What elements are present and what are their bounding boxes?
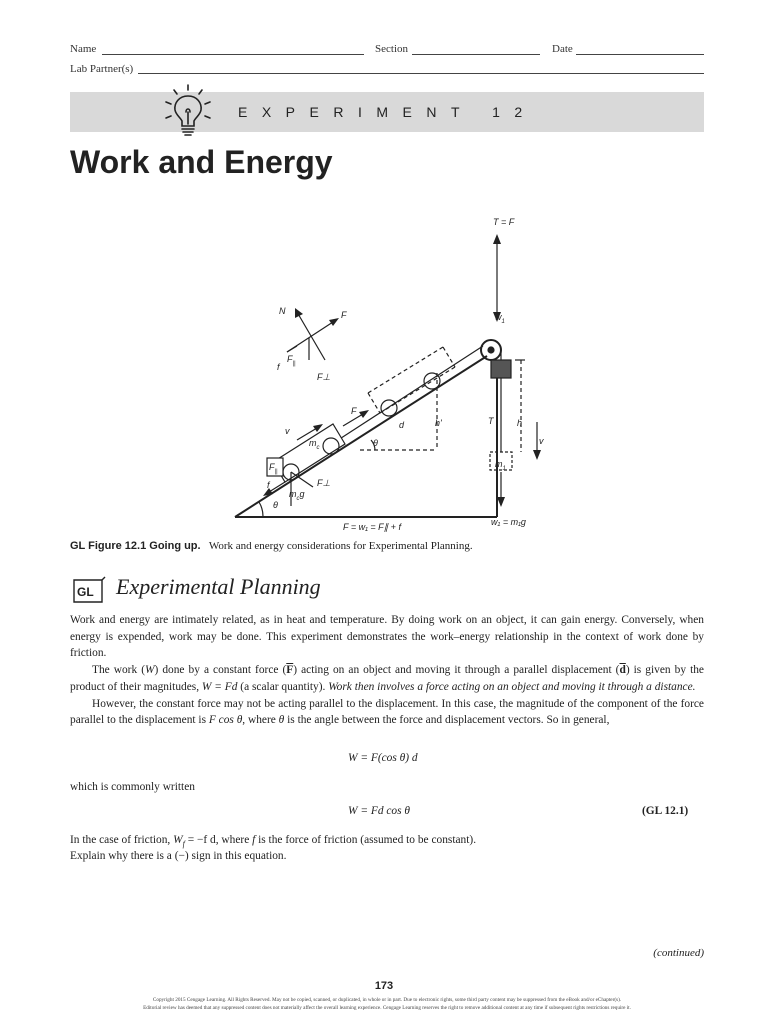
paragraph-6: Explain why there is a (−) sign in this equation. — [70, 850, 287, 862]
copyright-notice: Copyright 2015 Cengage Learning. All Rights Reserved. May not be copied, scanned, or duplicated, in whole or in part. Due to electronic rights, some third party content may be suppressed from the eBook and/or eChapter(s). Editorial review has deemed that any suppressed content does not materially affect the overall learning experience. Cengage Learning reserves the right to remove additional content at any time if subsequent rights restrictions require it. — [143, 997, 631, 1011]
lab-partner-label: Lab Partner(s) — [70, 63, 134, 75]
label-mc: $m_c$ — [309, 438, 320, 451]
label-m1: $m_1$ — [495, 459, 506, 472]
label-f-low: f — [267, 480, 270, 490]
body-text — [70, 612, 704, 729]
label-h: h — [517, 418, 523, 428]
figure-caption — [70, 540, 473, 552]
label-t-eq-f: T = F — [493, 217, 515, 227]
label-theta-mid: θ — [373, 438, 378, 448]
paragraph-4: which is commonly written — [70, 781, 195, 793]
caption-text: Work and energy considerations for Experimental Planning. — [208, 540, 473, 552]
label-h-prime: h' — [435, 418, 442, 428]
label-n: N — [279, 306, 286, 316]
paragraph-5: In the case of friction, $W_f = -f$ d, where f is the force of friction (assumed to be constant). — [70, 834, 477, 849]
label-f-perp-b: F⊥ — [317, 478, 331, 488]
date-label: Date — [552, 43, 573, 55]
section-title: Experimental Planning — [116, 574, 321, 599]
experiment-number: EXPERIMENT 12 — [238, 104, 537, 120]
label-f-par-a: $F_{||}$ — [287, 354, 296, 367]
equation-2: W = Fd cos θ — [348, 805, 410, 817]
lab-partner-field-line[interactable] — [138, 73, 704, 74]
equation-2-number: (GL 12.1) — [642, 805, 689, 817]
section-field-line[interactable] — [412, 54, 540, 55]
label-mcg: $m_cg$ — [289, 489, 305, 502]
label-v-side: v — [539, 436, 544, 446]
name-field-line[interactable] — [102, 54, 364, 55]
label-f-par-b: $F_{||}$ — [269, 462, 278, 475]
label-w1-top: $w_1$ — [495, 312, 505, 325]
section-label: Section — [375, 43, 408, 55]
name-label: Name — [70, 43, 97, 55]
continued-note: (continued) — [653, 947, 704, 959]
caption-label: GL Figure 12.1 Going up. — [70, 540, 201, 552]
label-theta-low: θ — [273, 500, 278, 510]
label-f-top: F — [341, 310, 347, 320]
incline-pulley-figure — [225, 210, 555, 535]
paragraph-2: The work (W) done by a constant force $(\overline{F})$ acting on an object and moving it through a parallel displacement $(\overline{d})$ is given by the product of their magnitudes, W = Fd (a scalar quantity). Work then involves a force acting on an object and moving it through a distance. — [70, 664, 704, 693]
label-bottom-eq: F = w₁ = F∥ + f — [343, 522, 401, 532]
label-t-side: T — [488, 416, 494, 426]
page-number: 173 — [374, 980, 394, 992]
label-f-small: f — [277, 362, 280, 372]
label-f-perp-a: F⊥ — [317, 372, 331, 382]
label-v: v — [285, 426, 290, 436]
label-w1-eq: w₁ = m₁g — [491, 517, 526, 527]
label-d: d — [399, 420, 405, 430]
label-f-mid: F — [351, 406, 357, 416]
page-title: Work and Energy — [70, 144, 333, 180]
paragraph-3: However, the constant force may not be acting parallel to the displacement. In this case, the magnitude of the component of the force parallel to the displacement is F cos θ, where θ is the angle between the force and displacement vectors. So in general, — [70, 697, 704, 727]
date-field-line[interactable] — [576, 54, 704, 55]
paragraph-1: Work and energy are intimately related, as in heat and temperature. By doing work on an object, it can gain energy. Conversely, when energy is expended, work may be done. This experiment demonstrates the work–energy relationship in the context of work done by friction. — [70, 614, 704, 660]
equation-1: W = F(cos θ) d — [348, 752, 418, 764]
lightbulb-icon — [160, 80, 216, 142]
svg-text:GL: GL — [77, 585, 94, 599]
gl-badge-icon — [72, 576, 106, 604]
